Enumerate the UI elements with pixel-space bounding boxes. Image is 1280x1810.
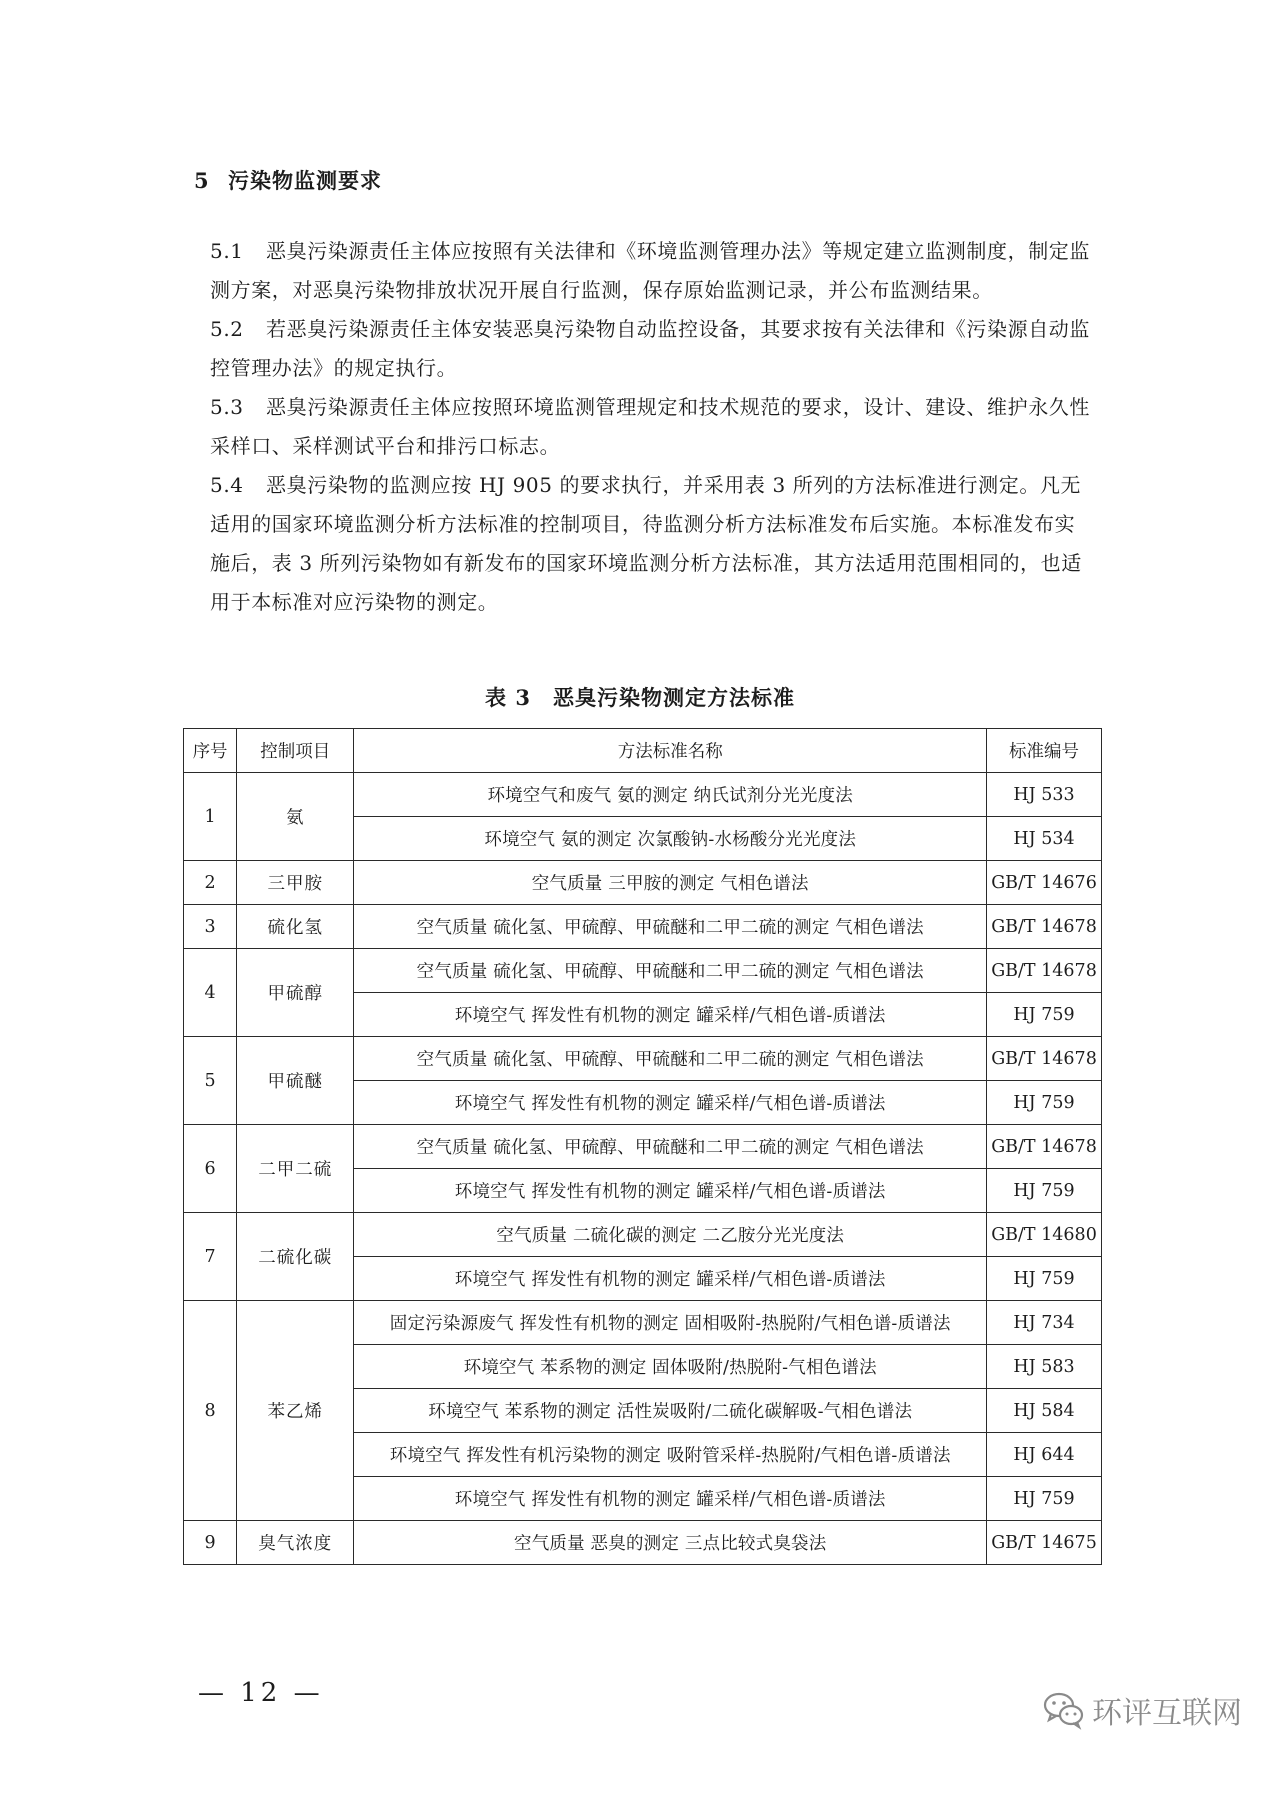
watermark-text: 环评互联网 [1092, 1696, 1242, 1731]
cell-standard-code: HJ 644 [987, 1433, 1102, 1477]
cell-no: 1 [184, 773, 237, 861]
table-row [184, 773, 1102, 817]
cell-control-item: 氨 [237, 773, 354, 861]
cell-control-item: 苯乙烯 [237, 1301, 354, 1521]
cell-standard-code: HJ 584 [987, 1389, 1102, 1433]
cell-standard-code: GB/T 14678 [987, 949, 1102, 993]
cell-standard-code: HJ 533 [987, 773, 1102, 817]
cell-method-name: 空气质量 二硫化碳的测定 二乙胺分光光度法 [354, 1213, 987, 1257]
table-row [184, 1521, 1102, 1565]
cell-method-name: 环境空气 挥发性有机物的测定 罐采样/气相色谱-质谱法 [354, 993, 987, 1037]
cell-control-item: 硫化氢 [237, 905, 354, 949]
section-number: 5 [194, 168, 210, 193]
methods-table [183, 728, 1102, 1565]
table-caption: 表 3 恶臭污染物测定方法标准 [485, 685, 795, 710]
cell-method-name: 空气质量 硫化氢、甲硫醇、甲硫醚和二甲二硫的测定 气相色谱法 [354, 905, 987, 949]
cell-standard-code: GB/T 14676 [987, 861, 1102, 905]
section-heading [194, 165, 382, 195]
clause-text: 恶臭污染源责任主体应按照环境监测管理规定和技术规范的要求，设计、建设、维护永久性采样口、采样测试平台和排污口标志。 [210, 395, 1090, 458]
cell-no: 5 [184, 1037, 237, 1125]
cell-method-name: 空气质量 恶臭的测定 三点比较式臭袋法 [354, 1521, 987, 1565]
header-cell-code: 标准编号 [987, 729, 1102, 773]
table-body [184, 773, 1102, 1565]
cell-no: 8 [184, 1301, 237, 1521]
wechat-icon [1042, 1690, 1086, 1730]
cell-control-item: 甲硫醇 [237, 949, 354, 1037]
cell-method-name: 环境空气 挥发性有机物的测定 罐采样/气相色谱-质谱法 [354, 1477, 987, 1521]
cell-standard-code: GB/T 14678 [987, 1125, 1102, 1169]
section-title: 污染物监测要求 [228, 168, 382, 193]
table-header-row [184, 729, 1102, 773]
cell-no: 9 [184, 1521, 237, 1565]
table-row [184, 1213, 1102, 1257]
cell-method-name: 环境空气 氨的测定 次氯酸钠-水杨酸分光光度法 [354, 817, 987, 861]
clause-text: 恶臭污染物的监测应按 HJ 905 的要求执行，并采用表 3 所列的方法标准进行测定。凡无适用的国家环境监测分析方法标准的控制项目，待监测分析方法标准发布后实施。本标准发布实施后，表 3 所列污染物如有新发布的国家环境监测分析方法标准，其方法适用范围相同的，也适用于本标准对应污染物的测定。 [210, 473, 1082, 614]
cell-no: 7 [184, 1213, 237, 1301]
table-row [184, 861, 1102, 905]
cell-standard-code: GB/T 14678 [987, 1037, 1102, 1081]
table-row [184, 949, 1102, 993]
clause-text: 若恶臭污染源责任主体安装恶臭污染物自动监控设备，其要求按有关法律和《污染源自动监控管理办法》的规定执行。 [210, 317, 1090, 380]
clause-number: 5.3 [210, 395, 244, 419]
cell-standard-code: HJ 759 [987, 1081, 1102, 1125]
clause-number: 5.4 [210, 473, 244, 497]
table-row [184, 1125, 1102, 1169]
cell-standard-code: HJ 583 [987, 1345, 1102, 1389]
cell-method-name: 环境空气 挥发性有机污染物的测定 吸附管采样-热脱附/气相色谱-质谱法 [354, 1433, 987, 1477]
clause-5-2 [210, 310, 1094, 388]
cell-no: 6 [184, 1125, 237, 1213]
clause-5-1 [210, 232, 1094, 310]
cell-method-name: 空气质量 硫化氢、甲硫醇、甲硫醚和二甲二硫的测定 气相色谱法 [354, 1125, 987, 1169]
cell-no: 2 [184, 861, 237, 905]
header-cell-no: 序号 [184, 729, 237, 773]
cell-method-name: 空气质量 三甲胺的测定 气相色谱法 [354, 861, 987, 905]
cell-control-item: 甲硫醚 [237, 1037, 354, 1125]
cell-control-item: 二硫化碳 [237, 1213, 354, 1301]
cell-method-name: 空气质量 硫化氢、甲硫醇、甲硫醚和二甲二硫的测定 气相色谱法 [354, 1037, 987, 1081]
cell-method-name: 环境空气 苯系物的测定 活性炭吸附/二硫化碳解吸-气相色谱法 [354, 1389, 987, 1433]
cell-standard-code: HJ 759 [987, 1169, 1102, 1213]
cell-no: 3 [184, 905, 237, 949]
cell-no: 4 [184, 949, 237, 1037]
cell-control-item: 臭气浓度 [237, 1521, 354, 1565]
header-cell-item: 控制项目 [237, 729, 354, 773]
cell-method-name: 环境空气 苯系物的测定 固体吸附/热脱附-气相色谱法 [354, 1345, 987, 1389]
cell-standard-code: HJ 759 [987, 993, 1102, 1037]
clause-number: 5.1 [210, 239, 244, 263]
cell-method-name: 空气质量 硫化氢、甲硫醇、甲硫醚和二甲二硫的测定 气相色谱法 [354, 949, 987, 993]
clause-text: 恶臭污染源责任主体应按照有关法律和《环境监测管理办法》等规定建立监测制度，制定监测方案，对恶臭污染物排放状况开展自行监测，保存原始监测记录，并公布监测结果。 [210, 239, 1090, 302]
clauses-body [210, 232, 1094, 622]
table-row [184, 905, 1102, 949]
cell-standard-code: HJ 534 [987, 817, 1102, 861]
clause-5-4 [210, 466, 1094, 622]
cell-method-name: 固定污染源废气 挥发性有机物的测定 固相吸附-热脱附/气相色谱-质谱法 [354, 1301, 987, 1345]
cell-standard-code: GB/T 14678 [987, 905, 1102, 949]
cell-standard-code: GB/T 14680 [987, 1213, 1102, 1257]
cell-control-item: 二甲二硫 [237, 1125, 354, 1213]
table-row [184, 1037, 1102, 1081]
table-row [184, 1301, 1102, 1345]
clause-number: 5.2 [210, 317, 244, 341]
cell-control-item: 三甲胺 [237, 861, 354, 905]
cell-standard-code: HJ 759 [987, 1477, 1102, 1521]
header-cell-method: 方法标准名称 [354, 729, 987, 773]
cell-standard-code: GB/T 14675 [987, 1521, 1102, 1565]
page-number: — 12 — [198, 1678, 324, 1708]
cell-method-name: 环境空气和废气 氨的测定 纳氏试剂分光光度法 [354, 773, 987, 817]
cell-method-name: 环境空气 挥发性有机物的测定 罐采样/气相色谱-质谱法 [354, 1169, 987, 1213]
watermark [1042, 1688, 1242, 1732]
cell-method-name: 环境空气 挥发性有机物的测定 罐采样/气相色谱-质谱法 [354, 1257, 987, 1301]
cell-standard-code: HJ 734 [987, 1301, 1102, 1345]
clause-5-3 [210, 388, 1094, 466]
cell-method-name: 环境空气 挥发性有机物的测定 罐采样/气相色谱-质谱法 [354, 1081, 987, 1125]
cell-standard-code: HJ 759 [987, 1257, 1102, 1301]
